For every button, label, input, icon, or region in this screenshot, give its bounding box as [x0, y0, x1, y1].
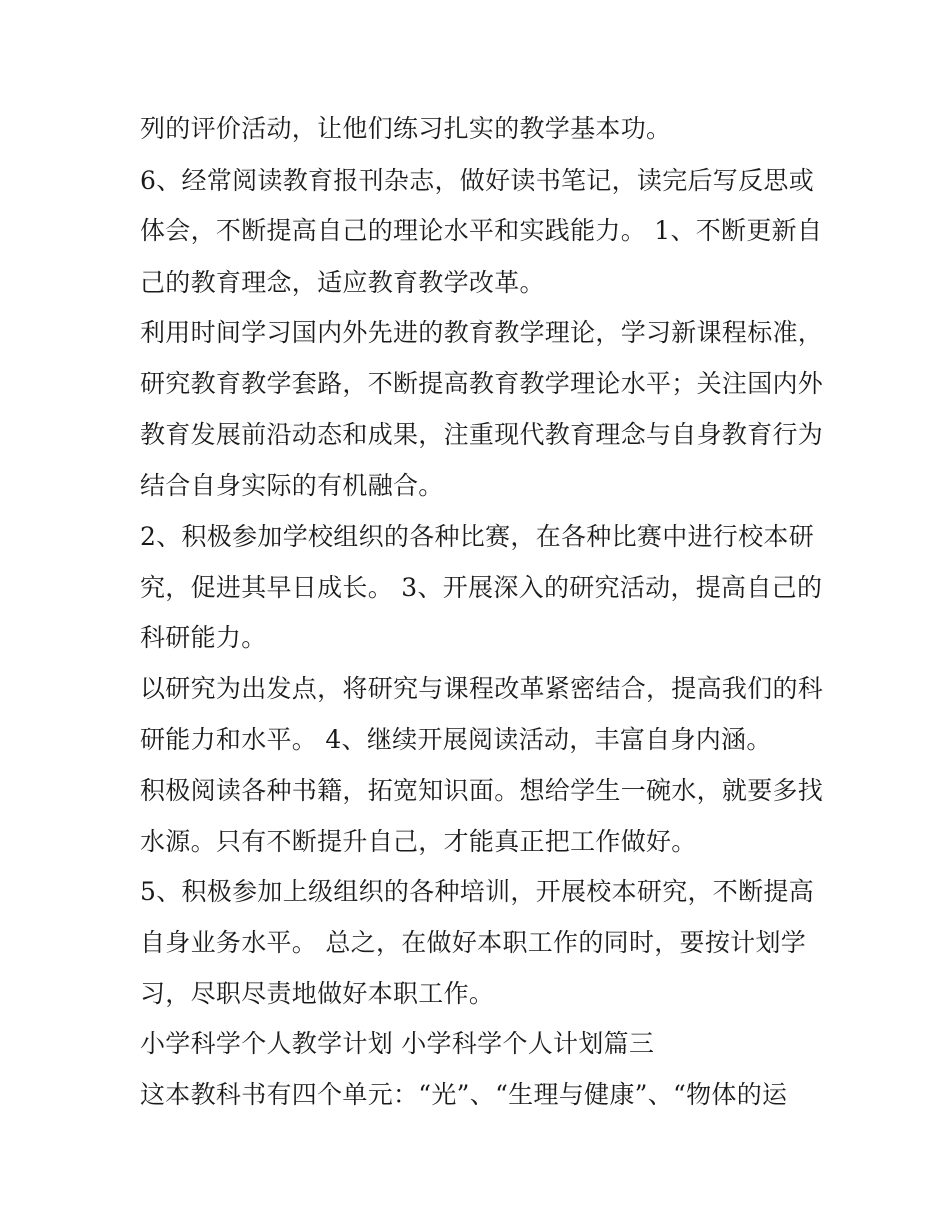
text-line: 习，尽职尽责地做好本职工作。	[140, 979, 495, 1008]
text-line: 教育发展前沿动态和成果，注重现代教育理念与自身教育行为	[140, 420, 824, 449]
text-line: 结合自身实际的有机融合。	[140, 471, 444, 500]
section-heading: 小学科学个人教学计划 小学科学个人计划篇三	[140, 1029, 655, 1058]
text-line: 研究教育教学套路，不断提高教育教学理论水平；关注国内外	[140, 369, 824, 398]
text-line: 利用时间学习国内外先进的教育教学理论，学习新课程标准，	[140, 318, 824, 347]
text-line: 科研能力。	[140, 623, 267, 652]
text-line: 自身业务水平。 总之，在做好本职工作的同时，要按计划学	[140, 928, 807, 957]
text-line: 积极阅读各种书籍，拓宽知识面。想给学生一碗水，就要多找	[140, 776, 824, 805]
text-line: 研能力和水平。 4、继续开展阅读活动，丰富自身内涵。	[140, 725, 772, 754]
text-line: 2、积极参加学校组织的各种比赛，在各种比赛中进行校本研	[140, 522, 815, 551]
text-line: 这本教科书有四个单元：“光”、“生理与健康”、“物体的运	[140, 1080, 788, 1109]
text-line: 体会，不断提高自己的理论水平和实践能力。 1、不断更新自	[140, 216, 823, 245]
text-line: 5、积极参加上级组织的各种培训，开展校本研究，不断提高	[140, 877, 815, 906]
text-line: 列的评价活动，让他们练习扎实的教学基本功。	[140, 114, 672, 143]
text-line: 以研究为出发点，将研究与课程改革紧密结合，提高我们的科	[140, 674, 824, 703]
text-line: 水源。只有不断提升自己，才能真正把工作做好。	[140, 827, 697, 856]
text-line: 6、经常阅读教育报刊杂志，做好读书笔记，读完后写反思或	[140, 166, 815, 195]
text-line: 究，促进其早日成长。 3、开展深入的研究活动，提高自己的	[140, 573, 823, 602]
text-line: 己的教育理念，适应教育教学改革。	[140, 268, 545, 297]
